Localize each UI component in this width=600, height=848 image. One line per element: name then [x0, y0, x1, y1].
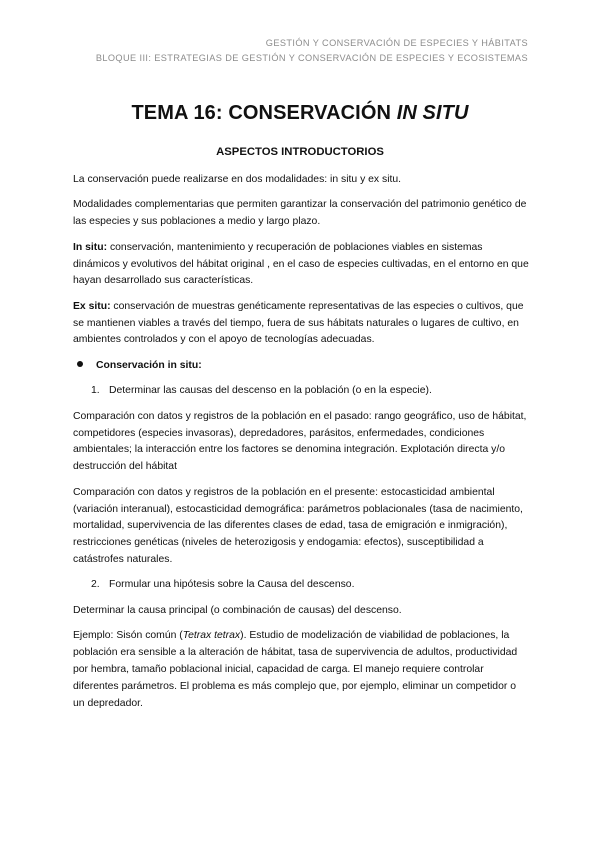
- numbered-item-1: [73, 383, 529, 400]
- running-header: [96, 36, 528, 66]
- ex-situ-definition: conservación de muestras genéticamente representativas de las especies o cultivos, que se mantienen viables a través del tiempo, fuera de sus hábitats naturales o lugares de cultivo, en ambientes controlados y con el apoyo de tecnologías adecuadas.: [73, 300, 524, 346]
- document-body: [73, 172, 529, 721]
- species-name: Tetrax tetrax: [182, 630, 241, 642]
- ex-situ-label: Ex situ:: [73, 300, 111, 312]
- bullet-item: [73, 358, 529, 375]
- title-main: TEMA 16: CONSERVACIÓN: [131, 102, 397, 124]
- title-italic: IN SITU: [396, 102, 469, 124]
- paragraph-pasado: Comparación con datos y registros de la población en el pasado: rango geográfico, uso de hábitat, competidores (especies invasoras), depredadores, parásitos, enfermedades, condiciones ambientales; la interacción entre los factores se denomina integración. Explotación directa y/o destrucción del hábitat: [73, 410, 527, 473]
- paragraph-complementarias: Modalidades complementarias que permiten garantizar la conservación del patrimonio genético de las especies y sus poblaciones a medio y largo plazo.: [73, 199, 527, 228]
- paragraph-ejemplo: [73, 628, 529, 712]
- bullet-icon: [77, 361, 83, 367]
- header-block: BLOQUE III: ESTRATEGIAS DE GESTIÓN Y CONSERVACIÓN DE ESPECIES Y ECOSISTEMAS: [95, 53, 528, 63]
- list-text: Formular una hipótesis sobre la Causa del descenso.: [109, 579, 355, 591]
- numbered-item-2: [73, 577, 529, 594]
- in-situ-label: In situ:: [73, 241, 108, 253]
- paragraph-presente: Comparación con datos y registros de la población en el presente: estocasticidad ambiental (variación interanual), estocasticidad demográfica: parámetros poblacionales (tasa de nacimiento, mortalidad, supervivencia de las diferentes clases de edad, tasa de emigración e inmigración), restricciones genéticas (niveles de heterozigosis y endogamia: efectos), susceptibilidad a catástrofes naturales.: [73, 486, 523, 565]
- list-number: 2.: [91, 579, 100, 591]
- bullet-label: Conservación in situ:: [96, 359, 202, 371]
- paragraph-modalidades: La conservación puede realizarse en dos modalidades: in situ y ex situ.: [73, 174, 402, 185]
- list-number: 1.: [91, 385, 100, 397]
- ejemplo-rest: ). Estudio de modelización de viabilidad de poblaciones, la población era sensible a la alteración de hábitat, tasa de supervivencia de adultos, productividad por hembra, tamaño poblacional inicial, capacidad de carga. El manejo requiere controlar diferentes parámetros. El problema es más complejo que, por ejemplo, eliminar un competidor o un depredador.: [73, 630, 518, 709]
- paragraph-in-situ: [73, 240, 529, 290]
- page-title: [0, 102, 600, 125]
- in-situ-definition: conservación, mantenimiento y recuperación de poblaciones viables en sistemas dinámicos y evolutivos del hábitat original , en el caso de especies cultivadas, en el entorno en que hayan desarrollado sus características.: [73, 241, 529, 287]
- list-text: Determinar las causas del descenso en la población (o en la especie).: [109, 385, 432, 397]
- header-course: GESTIÓN Y CONSERVACIÓN DE ESPECIES Y HÁBITATS: [265, 38, 528, 48]
- section-heading: ASPECTOS INTRODUCTORIOS: [216, 146, 384, 158]
- ejemplo-start: Ejemplo: Sisón común (: [73, 630, 183, 642]
- paragraph-ex-situ: [73, 299, 529, 349]
- paragraph-causa: Determinar la causa principal (o combinación de causas) del descenso.: [73, 604, 402, 616]
